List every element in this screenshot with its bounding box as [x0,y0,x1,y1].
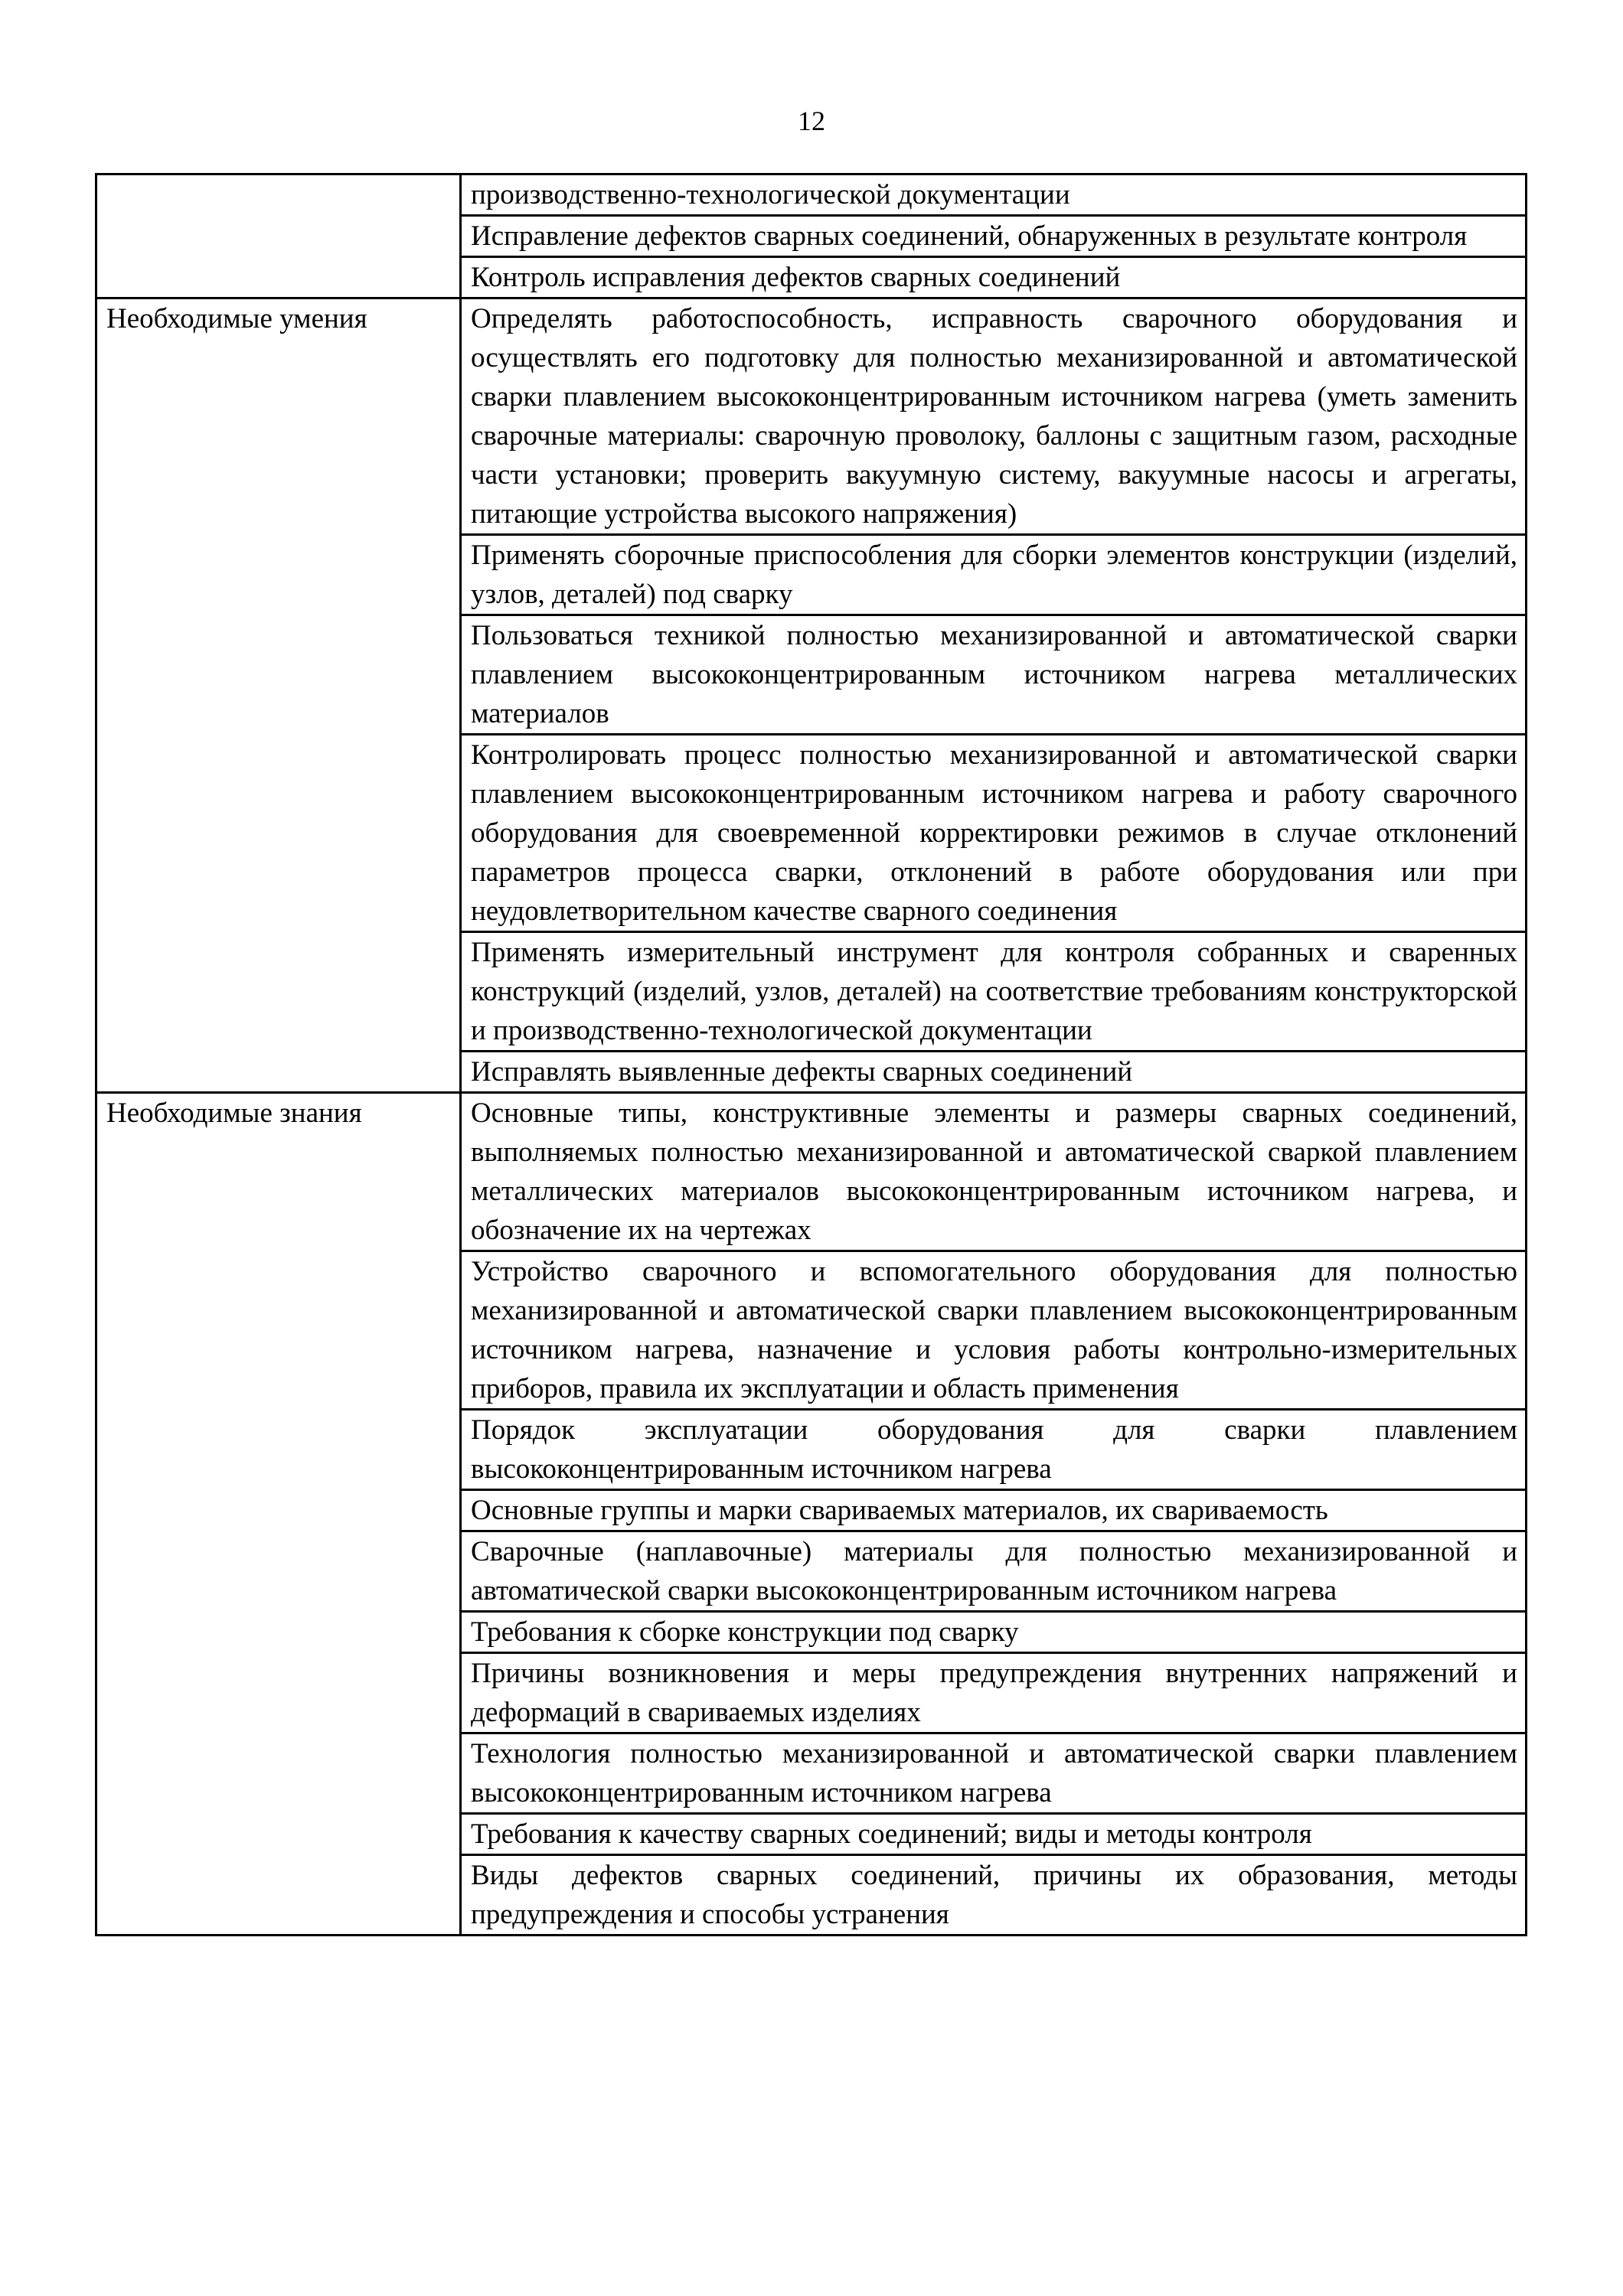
table-cell-item: Применять измерительный инструмент для контроля собранных и сваренных конструкций (изделий, узлов, деталей) на соответствие требованиям конструкторской и производственно-технологической документации [461,932,1527,1052]
table-cell-item: Причины возникновения и меры предупреждения внутренних напряжений и деформаций в свариваемых изделиях [461,1653,1527,1733]
table-cell-item: Контролировать процесс полностью механизированной и автоматической сварки плавлением высококонцентрированным источником нагрева и работу сварочного оборудования для своевременной корректировки режимов в случае отклонений параметров процесса сварки, отклонений в работе оборудования или при неудовлетворительном качестве сварного соединения [461,735,1527,932]
table-cell-item: Определять работоспособность, исправность сварочного оборудования и осуществлять его подготовку для полностью механизированной и автоматической сварки плавлением высококонцентрированным источником нагрева (уметь заменить сварочные материалы: сварочную проволоку, баллоны с защитным газом, расходные части установки; проверить вакуумную систему, вакуумные насосы и агрегаты, питающие устройства высокого напряжения) [461,298,1527,535]
table-row [96,174,1527,216]
requirements-table-body [96,174,1527,1936]
row-label-continued [96,174,461,298]
table-cell-item: Порядок эксплуатации оборудования для сварки плавлением высококонцентрированным источником нагрева [461,1410,1527,1490]
table-cell-item: Исправлять выявленные дефекты сварных соединений [461,1052,1527,1093]
table-cell-item: производственно-технологической документации [461,174,1527,216]
requirements-table [95,173,1527,1936]
table-row [96,1093,1527,1251]
page-number: 12 [798,106,825,136]
table-cell-item: Контроль исправления дефектов сварных соединений [461,257,1527,298]
table-cell-item: Технология полностью механизированной и автоматической сварки плавлением высококонцентрированным источником нагрева [461,1733,1527,1814]
table-cell-item: Основные типы, конструктивные элементы и размеры сварных соединений, выполняемых полностью механизированной и автоматической сваркой плавлением металлических материалов высококонцентрированным источником нагрева, и обозначение их на чертежах [461,1093,1527,1251]
table-cell-item: Пользоваться техникой полностью механизированной и автоматической сварки плавлением высококонцентрированным источником нагрева металлических материалов [461,615,1527,735]
table-cell-item: Требования к сборке конструкции под сварку [461,1612,1527,1653]
table-row [96,298,1527,535]
table-cell-item: Требования к качеству сварных соединений; виды и методы контроля [461,1814,1527,1855]
table-cell-item: Применять сборочные приспособления для сборки элементов конструкции (изделий, узлов, деталей) под сварку [461,535,1527,615]
table-cell-item: Основные группы и марки свариваемых материалов, их свариваемость [461,1490,1527,1531]
table-cell-item: Устройство сварочного и вспомогательного оборудования для полностью механизированной и автоматической сварки плавлением высококонцентрированным источником нагрева, назначение и условия работы контрольно-измерительных приборов, правила их эксплуатации и область применения [461,1251,1527,1410]
table-cell-item: Сварочные (наплавочные) материалы для полностью механизированной и автоматической сварки высококонцентрированным источником нагрева [461,1531,1527,1612]
table-cell-item: Исправление дефектов сварных соединений, обнаруженных в результате контроля [461,216,1527,257]
row-label-knowledge: Необходимые знания [96,1093,461,1936]
table-cell-item: Виды дефектов сварных соединений, причины их образования, методы предупреждения и способы устранения [461,1855,1527,1936]
row-label-skills: Необходимые умения [96,298,461,1093]
